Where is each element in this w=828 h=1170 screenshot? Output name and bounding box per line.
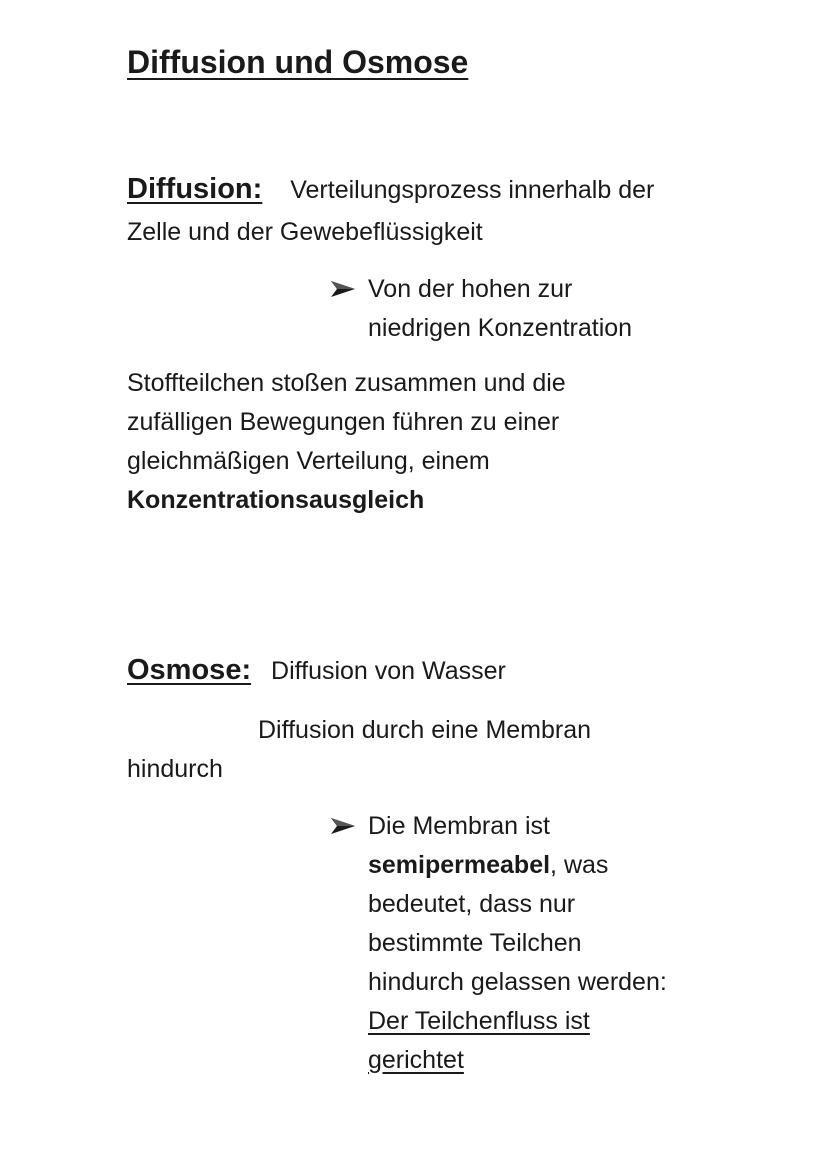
arrow-bullet-icon xyxy=(330,816,356,836)
diffusion-heading: Diffusion: xyxy=(127,173,263,205)
osmose-bullet-line7: gerichtet xyxy=(368,1046,464,1074)
osmose-membrane-line2: hindurch xyxy=(127,755,223,783)
diffusion-explanation-line3: gleichmäßigen Verteilung, einem xyxy=(127,447,490,475)
diffusion-explanation-bold: Konzentrationsausgleich xyxy=(127,486,425,514)
osmose-bullet-line5: hindurch gelassen werden: xyxy=(368,968,667,996)
osmose-bullet-line2 xyxy=(368,846,608,885)
osmose-bullet-line1: Die Membran ist xyxy=(368,812,550,840)
osmose-bullet-line6: Der Teilchenfluss ist xyxy=(368,1007,590,1035)
diffusion-bullet-line1: Von der hohen zur xyxy=(368,275,573,303)
diffusion-definition-line1: Verteilungsprozess innerhalb der xyxy=(290,176,655,204)
diffusion-explanation-line1: Stoffteilchen stoßen zusammen und die xyxy=(127,369,566,397)
osmose-heading: Osmose: xyxy=(127,654,252,686)
diffusion-definition-row xyxy=(127,170,654,210)
page-title: Diffusion und Osmose xyxy=(127,44,469,80)
diffusion-explanation-line2: zufälligen Bewegungen führen zu einer xyxy=(127,408,560,436)
osmose-bullet-line2-rest: , was xyxy=(550,851,609,879)
osmose-bullet-line4: bestimmte Teilchen xyxy=(368,929,582,957)
osmose-definition-row xyxy=(127,651,506,691)
osmose-bullet-line3: bedeutet, dass nur xyxy=(368,890,576,918)
osmose-definition: Diffusion von Wasser xyxy=(271,657,506,685)
osmose-membrane-line1: Diffusion durch eine Membran xyxy=(258,716,592,744)
semipermeabel-term: semipermeabel xyxy=(368,851,551,879)
diffusion-definition-line2: Zelle und der Gewebeflüssigkeit xyxy=(127,218,483,246)
arrow-bullet-icon xyxy=(330,279,356,299)
diffusion-bullet-line2: niedrigen Konzentration xyxy=(368,314,633,342)
